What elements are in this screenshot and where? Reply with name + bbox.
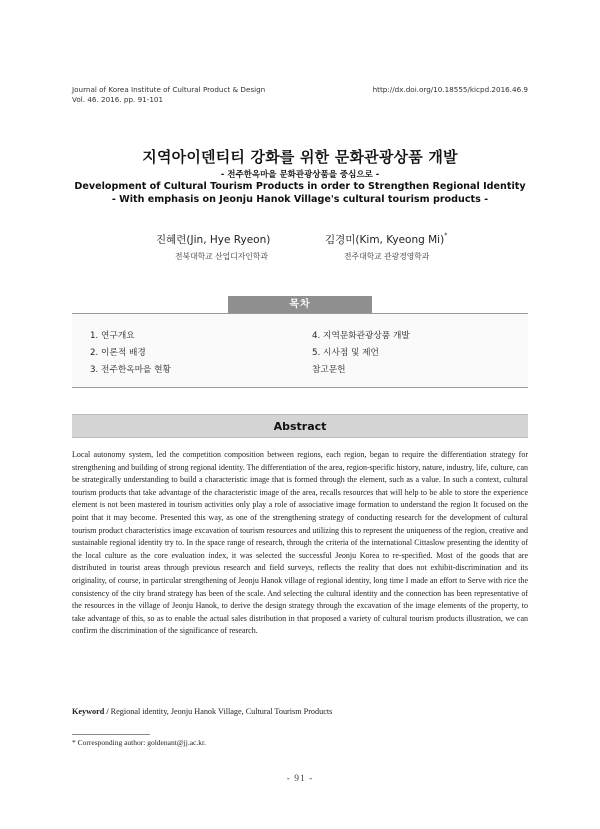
abstract-body: Local autonomy system, led the competition composition between regions, each region, began to require the differentiation strategy for strengthening and building of strong regional identity. The differentiation of the area, region-specific history, nature, industry, life, culture, can be strategically understanding to build a characteristic image that is formed through the element, such as a value. In such a context, cultural tourism products that take advantage of the characteristic image of the area, recalls resources that will help to be able to store the experience element is not been mastered in tourism activities only play a role of associative image formation to understand the region It focused on the point that it may become. Presented this way, as one of the strengthening strategy of conducting research for the development of cultural tourism product characteristics image excavation of tourism resources and utilizing this to represent the uniqueness of the region, creative and sustainable regional identity try to. In the space range of research, through the criteria of the international Cittaslow presenting the identity of the local culture as the core evaluation index, it was selected the successful Jeonju Korea to re-specified. Most of the goods that are distributed in tourist areas through previous research and field surveys, reflects the reality that does not exhibit-discrimination and its originality, of course, in particular strengthening of Jeonju Hanok village of regional identity, long time I made an effort to Serve with rice the consistency of the city brand strategy has been of the scale. And selecting the cultural identity and the connection has been representative of the resources in the village of Jeonju Hanok, to derive the design strategy through the excavation of the image elements of the property, to take advantage of this, so as to enable the actual sales distribution in that proposed a variety of cultural tourism products illustration, we can confirm the discrimination of the significance of research. (72, 450, 528, 636)
toc-item: 2. 이론적 배경 (90, 348, 146, 358)
paper-subtitle-english: - With emphasis on Jeonju Hanok Village's cultural tourism products - (111, 194, 489, 205)
journal-volume: Vol. 46. 2016. pp. 91-101 (72, 95, 164, 104)
doi-link[interactable]: http://dx.doi.org/10.18555/kicpd.2016.46.9 (372, 85, 528, 94)
toc-heading: 목차 (228, 296, 372, 313)
toc-item: 4. 지역문화관광상품 개발 (312, 331, 410, 341)
keywords (72, 707, 528, 716)
footnote-divider (72, 734, 150, 735)
abstract-heading: Abstract (72, 414, 528, 438)
corresponding-author-footnote: * Corresponding author: goldenant@jj.ac.kr. (72, 738, 206, 747)
paper-title-english: Development of Cultural Tourism Products in order to Strengthen Regional Identity (74, 181, 526, 192)
author-1-name: 진혜련(Jin, Hye Ryeon) (156, 234, 271, 246)
keyword-label: Keyword / (72, 707, 109, 716)
toc-item: 참고문헌 (312, 365, 346, 375)
paper-subtitle-korean: - 전주한옥마을 문화관광상품을 중심으로 - (220, 170, 380, 180)
toc-item: 3. 전주한옥마을 현황 (90, 365, 171, 375)
table-of-contents (72, 313, 528, 388)
keyword-list: Regional identity, Jeonju Hanok Village, Cultural Tourism Products (110, 707, 333, 716)
paper-title-korean: 지역아이덴티티 강화를 위한 문화관광상품 개발 (142, 148, 458, 166)
journal-header (72, 85, 265, 105)
toc-item: 1. 연구개요 (90, 331, 135, 341)
corresponding-mark: * (444, 232, 448, 239)
author-1-affiliation: 전북대학교 산업디자인학과 (175, 252, 268, 261)
author-2-name: 김경미(Kim, Kyeong Mi)* (325, 232, 448, 246)
author-2-affiliation: 전주대학교 관광경영학과 (344, 252, 430, 261)
journal-name: Journal of Korea Institute of Cultural Product & Design (72, 85, 266, 94)
toc-item: 5. 시사점 및 제언 (312, 348, 379, 358)
page-number: - 91 - (286, 774, 314, 784)
